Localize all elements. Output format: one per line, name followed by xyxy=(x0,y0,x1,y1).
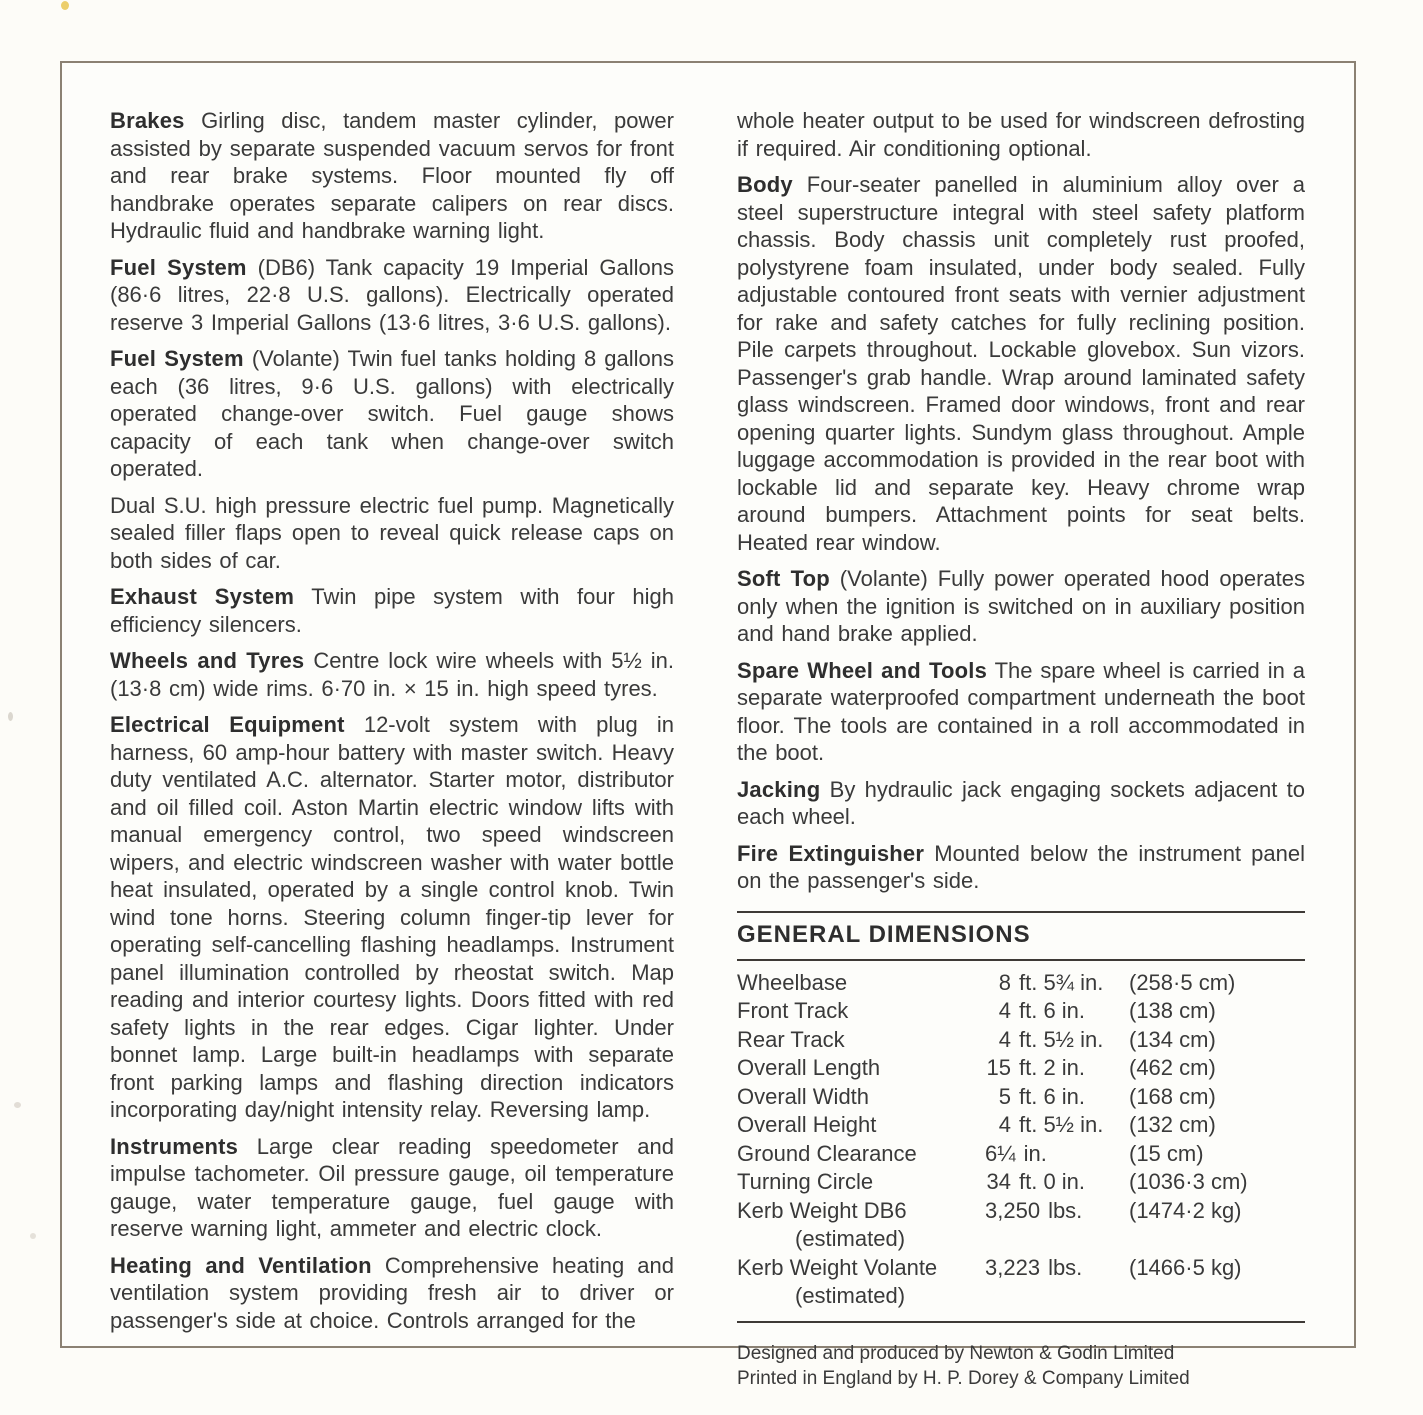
metric-value: (138 cm) xyxy=(1129,998,1216,1023)
metric-value: (132 cm) xyxy=(1129,1112,1216,1137)
metric-value: (1036·3 cm) xyxy=(1129,1169,1248,1194)
paragraph-instruments xyxy=(110,1133,674,1243)
dimensions-table xyxy=(737,969,1305,1311)
run-in-heading-body: Body xyxy=(737,172,793,197)
imperial-number: 34 xyxy=(986,1169,1011,1194)
paragraph-text: Girling disc, tandem master cylinder, power assisted by separate suspended vacuum servos for front and rear brake systems. Floor mounted fly off handbrake operates separate calipers on rear discs. Hydraulic fluid and handbrake warning light. xyxy=(110,108,674,243)
paragraph-text: The spare wheel is carried in a separate waterproofed compartment underneath the boot floor. The tools are contained in a roll accommodated in the boot. xyxy=(737,657,1305,765)
table-row-overall-height xyxy=(737,1111,1305,1140)
general-dimensions-section xyxy=(737,911,1305,1323)
run-in-heading-spare-wheel-tools: Spare Wheel and Tools xyxy=(737,657,988,683)
table-row-kerb-weight-volante xyxy=(737,1254,1305,1311)
run-in-heading-soft-top: Soft Top xyxy=(737,566,830,591)
paragraph-text: Large clear reading speedometer and impulse tachometer. Oil pressure gauge, oil temperature gauge, water temperature gauge, fuel gauge with reserve warning light, ammeter and electric clock. xyxy=(110,1133,674,1241)
run-in-heading-fuel-system: Fuel System xyxy=(110,254,247,280)
run-in-heading-instruments: Instruments xyxy=(110,1133,239,1159)
dimension-label: Overall Height xyxy=(737,1112,877,1137)
table-row-overall-length xyxy=(737,1054,1305,1083)
paragraph-exhaust-system xyxy=(110,583,674,638)
paragraph-text: Dual S.U. high pressure electric fuel pump. Magnetically sealed filler flaps open to reveal quick release caps on both sides of car. xyxy=(110,492,674,573)
page-border-frame xyxy=(60,61,1356,1389)
run-in-heading-electrical-equipment: Electrical Equipment xyxy=(110,712,345,737)
imperial-unit: ft. 6 in. xyxy=(1019,1083,1086,1109)
imperial-number: 8 xyxy=(998,969,1011,995)
paragraph-text: (Volante) Fully power operated hood operates only when the ignition is switched on in auxiliary position and hand brake applied. xyxy=(737,566,1305,646)
paragraph-jacking xyxy=(737,776,1305,831)
imperial-number: 5 xyxy=(998,1083,1011,1109)
dimension-label-note: (estimated) xyxy=(795,1283,906,1308)
credit-line-printed: Printed in England by H. P. Dorey & Company Limited xyxy=(737,1367,1190,1389)
metric-value: (168 cm) xyxy=(1129,1083,1216,1109)
table-row-kerb-weight-db6 xyxy=(737,1197,1305,1254)
imperial-number: 4 xyxy=(998,998,1011,1023)
footer-credits xyxy=(737,1341,1305,1391)
paragraph-heater-continuation xyxy=(737,107,1305,162)
imperial-number: 4 xyxy=(998,1112,1011,1137)
metric-value: (134 cm) xyxy=(1129,1026,1216,1052)
rule-bottom xyxy=(737,1321,1305,1323)
imperial-number: 15 xyxy=(986,1055,1011,1080)
table-row-overall-width xyxy=(737,1083,1305,1112)
column-right xyxy=(737,107,1305,1391)
dimension-label: Overall Length xyxy=(737,1055,881,1080)
scan-speck xyxy=(30,1233,36,1239)
paragraph-text: whole heater output to be used for windscreen defrosting if required. Air conditioning optional. xyxy=(737,108,1305,161)
imperial-unit: ft. 0 in. xyxy=(1019,1169,1086,1194)
imperial-unit: ft. 5½ in. xyxy=(1019,1026,1104,1052)
table-row-ground-clearance xyxy=(737,1140,1305,1169)
paragraph-heating-ventilation xyxy=(110,1252,674,1335)
paragraph-text: 12-volt system with plug in harness, 60 amp-hour battery with master switch. Heavy duty ventilated A.C. alternator. Starter motor, distributor and oil filled coil. Aston Martin electric window lifts with manual emergency control, two speed windscreen wipers, and electric windscreen washer with water bottle heat insulated, operated by a single control knob. Twin wind tone horns. Steering column finger-tip lever for operating self-cancelling flashing headlamps. Instrument panel illumination controlled by rheostat switch. Map reading and interior courtesy lights. Doors fitted with red safety lights in the rear edges. Cigar lighter. Under bonnet lamp. Large built-in headlamps with separate front parking lamps and flashing direction indicators incorporating day/night intensity relay. Reversing lamp. xyxy=(110,712,674,1122)
run-in-heading-fuel-system: Fuel System xyxy=(110,346,244,371)
imperial-number: 4 xyxy=(998,1026,1011,1052)
paragraph-brakes xyxy=(110,107,674,245)
imperial-number: 3,223 xyxy=(985,1254,1041,1280)
metric-value: (1474·2 kg) xyxy=(1129,1197,1242,1223)
metric-value: (462 cm) xyxy=(1129,1055,1216,1080)
paragraph-fuel-system-db6 xyxy=(110,254,674,337)
dimension-label: Rear Track xyxy=(737,1026,845,1052)
general-dimensions-title: GENERAL DIMENSIONS xyxy=(737,920,1031,948)
paragraph-body xyxy=(737,171,1305,556)
dimension-label: Kerb Weight DB6 xyxy=(737,1197,907,1223)
paragraph-text: By hydraulic jack engaging sockets adjacent to each wheel. xyxy=(737,776,1305,829)
paragraph-text: (Volante) Twin fuel tanks holding 8 gallons each (36 litres, 9·6 U.S. gallons) with electrically operated change-over switch. Fuel gauge shows capacity of each tank when change-over switch operated. xyxy=(110,346,674,481)
table-row-rear-track xyxy=(737,1026,1305,1055)
run-in-heading-fire-extinguisher: Fire Extinguisher xyxy=(737,840,925,866)
paragraph-soft-top xyxy=(737,565,1305,648)
table-row-front-track xyxy=(737,997,1305,1026)
credit-line-designed: Designed and produced by Newton & Godin Limited xyxy=(737,1342,1175,1364)
dimension-label: Turning Circle xyxy=(737,1169,874,1194)
dimension-label: Kerb Weight Volante xyxy=(737,1254,938,1280)
imperial-number: 6¼ xyxy=(985,1140,1016,1166)
dimension-label: Wheelbase xyxy=(737,969,848,995)
run-in-heading-jacking: Jacking xyxy=(737,776,821,802)
paragraph-text: (DB6) Tank capacity 19 Imperial Gallons (86·6 litres, 22·8 U.S. gallons). Electrically operated reserve 3 Imperial Gallons (13·6 litres, 3·6 U.S. gallons). xyxy=(110,254,674,335)
table-row-turning-circle xyxy=(737,1168,1305,1197)
paragraph-text: Comprehensive heating and ventilation system providing fresh air to driver or passenger's side at choice. Controls arranged for the xyxy=(110,1252,674,1333)
metric-value: (15 cm) xyxy=(1129,1140,1204,1166)
imperial-unit: ft. 6 in. xyxy=(1019,998,1086,1023)
scan-speck xyxy=(61,1,69,10)
paragraph-text: Four-seater panelled in aluminium alloy over a steel superstructure integral with steel safety platform chassis. Body chassis unit completely rust proofed, polystyrene foam insulated, under body sealed. Fully adjustable contoured front seats with vernier adjustment for rake and safety catches for fully reclining position. Pile carpets throughout. Lockable glovebox. Sun vizors. Passenger's grab handle. Wrap around laminated safety glass windscreen. Framed door windows, front and rear opening quarter lights. Sundym glass throughout. Ample luggage accommodation is provided in the rear boot with lockable lid and separate key. Heavy chrome wrap around bumpers. Attachment points for seat belts. Heated rear window. xyxy=(737,172,1305,555)
paragraph-fire-extinguisher xyxy=(737,840,1305,895)
imperial-unit: in. xyxy=(1023,1140,1047,1166)
paragraph-text: Mounted below the instrument panel on the passenger's side. xyxy=(737,840,1305,893)
dimension-label: Overall Width xyxy=(737,1083,870,1109)
run-in-heading-brakes: Brakes xyxy=(110,108,185,133)
imperial-unit: ft. 5½ in. xyxy=(1019,1112,1104,1137)
dimension-label-note: (estimated) xyxy=(795,1226,906,1251)
table-row-wheelbase xyxy=(737,969,1305,998)
run-in-heading-wheels-and-tyres: Wheels and Tyres xyxy=(110,648,305,673)
run-in-heading-heating-ventilation: Heating and Ventilation xyxy=(110,1252,372,1278)
imperial-unit: lbs. xyxy=(1048,1254,1083,1280)
metric-value: (258·5 cm) xyxy=(1129,969,1236,995)
paragraph-fuel-pump xyxy=(110,492,674,575)
paragraph-text: Twin pipe system with four high efficiency silencers. xyxy=(110,584,674,637)
column-left xyxy=(110,107,674,1343)
scan-speck xyxy=(8,712,13,721)
paragraph-spare-wheel-tools xyxy=(737,657,1305,767)
imperial-number: 3,250 xyxy=(985,1197,1041,1223)
imperial-unit: lbs. xyxy=(1048,1197,1083,1223)
imperial-unit: ft. 5¾ in. xyxy=(1019,969,1104,995)
rule-under-title xyxy=(737,959,1305,961)
scan-speck xyxy=(14,1102,21,1108)
paragraph-electrical-equipment xyxy=(110,711,674,1124)
paragraph-wheels-and-tyres xyxy=(110,647,674,702)
run-in-heading-exhaust-system: Exhaust System xyxy=(110,584,295,609)
metric-value: (1466·5 kg) xyxy=(1129,1254,1242,1280)
dimension-label: Front Track xyxy=(737,998,849,1023)
dimension-label: Ground Clearance xyxy=(737,1140,917,1166)
paragraph-text: Centre lock wire wheels with 5½ in. (13·8 cm) wide rims. 6·70 in. × 15 in. high speed tyres. xyxy=(110,648,674,701)
paragraph-fuel-system-volante xyxy=(110,345,674,483)
imperial-unit: ft. 2 in. xyxy=(1019,1055,1086,1080)
